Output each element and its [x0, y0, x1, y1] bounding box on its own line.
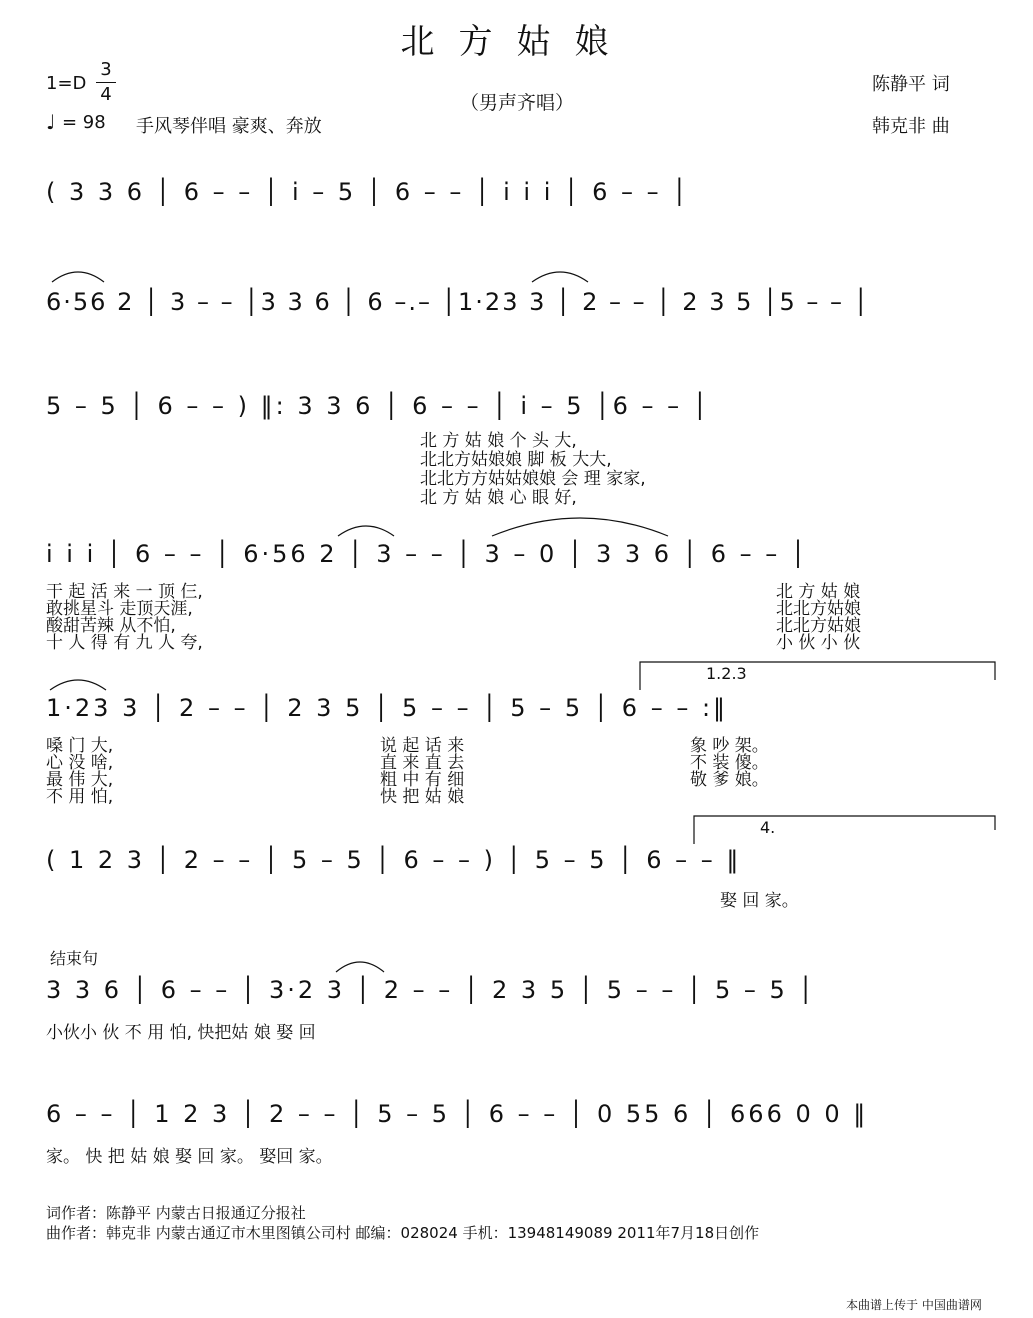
staff-row-6: ( 1 2 3 │ 2 – – │ 5 – 5 │ 6 – – ) │ 5 – 5 │ 6 – – ‖	[46, 846, 742, 874]
verse-c-mid-4: 快 把 姑 娘	[380, 787, 465, 807]
verse-c-mid-1: 说 起 话 来	[380, 736, 465, 756]
key-signature: 1=D	[46, 73, 87, 94]
verse-c-right-3: 敬 爹 娘。	[690, 770, 769, 790]
coda-label: 结束句	[50, 949, 99, 968]
slur-row2-1	[52, 272, 104, 282]
slur-row5-1	[50, 680, 106, 690]
ending4-lyrics: 娶 回 家。	[720, 891, 799, 911]
verses-block-b-right	[776, 584, 861, 652]
time-signature-top: 3	[100, 59, 112, 80]
subtitle: （男声齐唱）	[460, 92, 575, 114]
time-signature-bar	[96, 82, 116, 83]
verse-c-right-1: 象 吵 架。	[690, 736, 769, 756]
coda-lyrics-1: 小伙小 伙 不 用 怕, 快把姑 娘 娶 回	[46, 1023, 316, 1043]
verse-b-2: 敢挑星斗 走顶天涯,	[46, 599, 193, 619]
ending-bracket-123	[640, 662, 995, 690]
verse-c-mid-3: 粗 中 有 细	[380, 770, 465, 790]
slur-row7-1	[336, 962, 384, 972]
verse-b-right-3: 北北方姑娘	[776, 616, 861, 636]
verse-a-4: 北 方 姑 娘 心 眼 好,	[420, 488, 577, 508]
verse-c-2: 心 没 啥,	[46, 753, 114, 773]
verse-c-4: 不 用 怕,	[46, 787, 114, 807]
verse-a-1: 北 方 姑 娘 个 头 大,	[420, 431, 577, 451]
footer-composer-info: 曲作者：韩克非 内蒙古通辽市木里图镇公司村 邮编：028024 手机：13948149089 2011年7月18日创作	[46, 1224, 760, 1242]
verses-block-c-right	[690, 738, 769, 789]
verse-b-right-4: 小 伙 小 伙	[776, 633, 861, 653]
verses-block-c-mid	[380, 738, 464, 806]
staff-row-8: 6 – – │ 1 2 3 │ 2 – – │ 5 – 5 │ 6 – – │ 0 55 6 │ 666 0 0 ‖	[46, 1100, 869, 1128]
performance-note: 手风琴伴唱 豪爽、奔放	[136, 116, 322, 137]
staff-row-1: ( 3 3 6 │ 6 – – │ i – 5 │ 6 – – │ i i i │ 6 – – │	[46, 178, 690, 206]
footer-lyricist-info: 词作者：陈静平 内蒙古日报通辽分报社	[46, 1204, 306, 1222]
verse-b-right-2: 北北方姑娘	[776, 599, 861, 619]
ending-label-4: 4.	[760, 818, 776, 837]
verse-b-1: 干 起 活 来 一 顶 仨,	[46, 582, 203, 602]
verse-a-3: 北北方方姑姑娘娘 会 理 家家,	[420, 469, 646, 489]
page-title: 北方姑娘	[400, 22, 633, 62]
slur-row2-2	[532, 272, 588, 282]
lyricist: 陈静平 词	[872, 74, 950, 95]
slur-row4-1	[338, 526, 394, 536]
verse-c-mid-2: 直 来 直 去	[380, 753, 465, 773]
tempo: = 98	[62, 112, 106, 133]
time-signature-bottom: 4	[100, 84, 112, 105]
verses-block-c	[46, 738, 113, 806]
staff-row-4: i i i │ 6 – – │ 6·56 2 │ 3 – – │ 3 – 0 │ 3 3 6 │ 6 – – │	[46, 540, 809, 568]
staff-row-3: 5 – 5 │ 6 – – ) ‖: 3 3 6 │ 6 – – │ i – 5 │6 – – │	[46, 392, 711, 420]
coda-lyrics-2: 家。 快 把 姑 娘 娶 回 家。 娶回 家。	[46, 1147, 333, 1167]
verses-block-a	[420, 432, 646, 508]
verses-block-b	[46, 584, 203, 652]
verse-c-3: 最 伟 大,	[46, 770, 114, 790]
verse-b-right-1: 北 方 姑 娘	[776, 582, 861, 602]
composer: 韩克非 曲	[872, 116, 950, 137]
quarter-note-icon: ♩	[46, 110, 56, 134]
ending-label-123: 1.2.3	[706, 664, 747, 683]
staff-row-2: 6·56 2 │ 3 – – │3 3 6 │ 6 –.– │1·23 3 │ 2 – – │ 2 3 5 │5 – – │	[46, 288, 871, 316]
verse-a-2: 北北方姑娘娘 脚 板 大大,	[420, 450, 612, 470]
staff-row-5: 1·23 3 │ 2 – – │ 2 3 5 │ 5 – – │ 5 – 5 │ 6 – – :‖	[46, 694, 729, 722]
verse-b-3: 酸甜苦辣 从不怕,	[46, 616, 176, 636]
ending-bracket-4	[694, 816, 995, 844]
verse-c-1: 嗓 门 大,	[46, 736, 114, 756]
slur-row4-tie	[492, 518, 668, 536]
verse-c-right-2: 不 装 傻。	[690, 753, 769, 773]
site-credit: 本曲谱上传于 中国曲谱网	[846, 1298, 982, 1312]
staff-row-7: 3 3 6 │ 6 – – │ 3·2 3 │ 2 – – │ 2 3 5 │ 5 – – │ 5 – 5 │	[46, 976, 816, 1004]
verse-b-4: 十 人 得 有 九 人 夸,	[46, 633, 203, 653]
